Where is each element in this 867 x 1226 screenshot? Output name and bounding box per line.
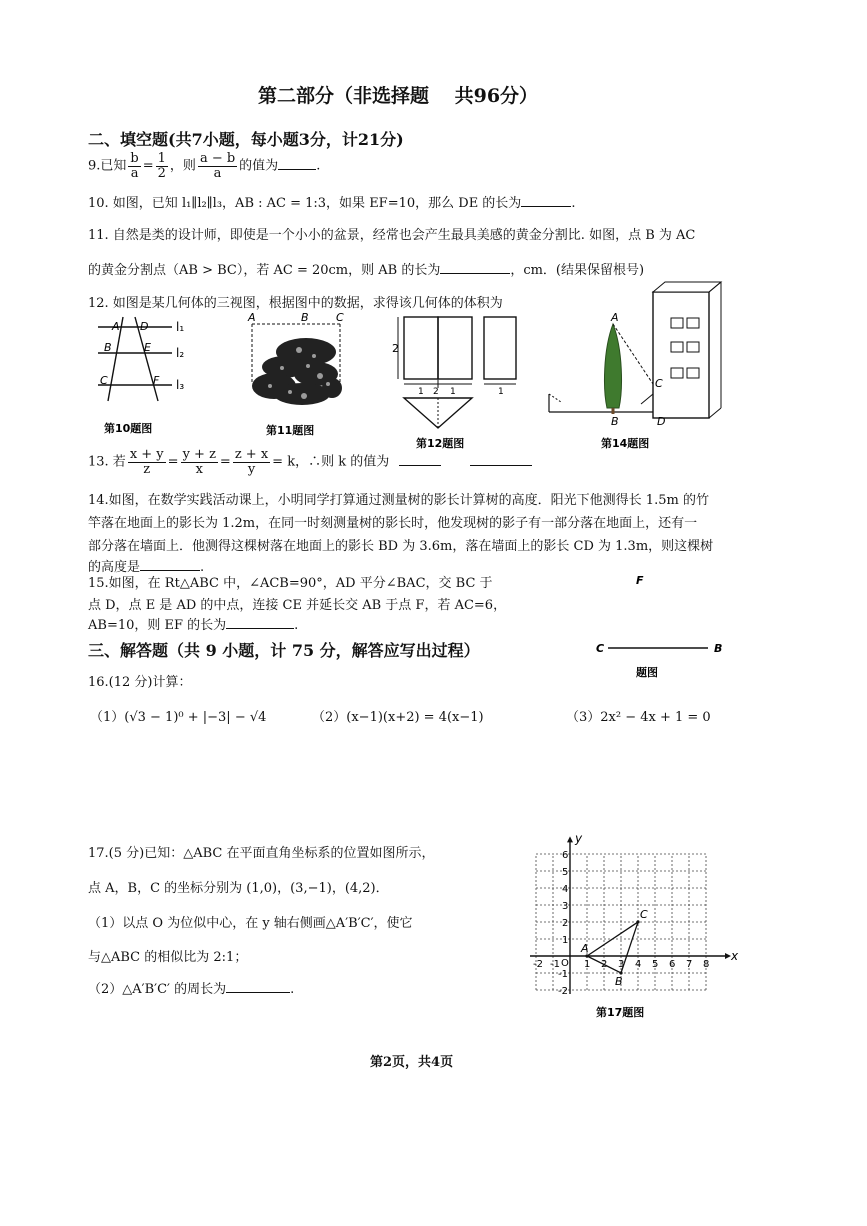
question-15-line1: 15.如图，在 Rt△ABC 中，∠ACB=90°，AD 平分∠BAC，交 BC 于: [88, 576, 493, 591]
x-tick-label: -1: [550, 959, 560, 970]
question-16-part2: （2）(x−1)(x+2) = 4(x−1): [312, 710, 484, 725]
question-10: 10. 如图，已知 l₁∥l₂∥l₃，AB : AC = 1:3，如果 EF=10，那么 DE 的长为 .: [88, 196, 576, 211]
caption-fig10: 第10题图: [104, 422, 153, 435]
question-14-line1: 14.如图，在数学实践活动课上，小明同学打算通过测量树的影长计算树的高度．阳光下他测得长 1.5m 的竹: [88, 493, 709, 508]
y-axis-arrow: [567, 836, 573, 842]
question-15-line2: 点 D，点 E 是 AD 的中点，连接 CE 并延长交 AB 于点 F，若 AC=6，: [88, 598, 507, 613]
x-tick-label: 4: [635, 959, 642, 970]
label-C: C: [100, 374, 108, 387]
figure-14: [545, 290, 725, 450]
x-axis-label: x: [731, 949, 739, 963]
figure-12: [388, 312, 528, 450]
question-16-lead: 16.(12 分)计算：: [88, 675, 192, 690]
y-tick-label: 3: [562, 901, 569, 912]
section2-header: 二、填空题(共7小题，每小题3分，计21分): [88, 130, 404, 149]
question-12: 12. 如图是某几何体的三视图，根据图中的数据，求得该几何体的体积为: [88, 296, 503, 311]
answer-blank-13b: [470, 453, 532, 466]
caption-fig11: 第11题图: [266, 424, 315, 437]
question-14-line4: 的高度是 .: [88, 560, 205, 575]
vertex-label-a: A: [581, 942, 589, 955]
question-17-line1: 17.(5 分)已知：△ABC 在平面直角坐标系的位置如图所示，: [88, 846, 435, 861]
label-A: A: [248, 311, 256, 324]
section3-header: 三、解答题（共 9 小题，计 75 分，解答应写出过程）: [88, 641, 480, 660]
label-l2: l₂: [176, 346, 185, 360]
label-l1: l₁: [176, 320, 185, 334]
y-tick-label: -2: [558, 986, 568, 997]
label-C: C: [336, 311, 344, 324]
dim-height: 2: [392, 342, 399, 355]
label-F: F: [636, 574, 644, 587]
triangle-abc-outline: [587, 922, 638, 973]
question-17-line2: 点 A，B，C 的坐标分别为 (1,0)，(3,−1)，(4,2)．: [88, 881, 389, 896]
y-tick-label: 4: [562, 884, 569, 895]
y-tick-label: 2: [562, 918, 569, 929]
part-title: 第二部分（非选择题 共96分）: [258, 85, 539, 107]
caption-fig17: 第17题图: [596, 1006, 645, 1019]
label-B: B: [301, 311, 309, 324]
caption-fig14: 第14题图: [601, 437, 650, 450]
question-11-line1: 11. 自然是类的设计师，即使是一个小小的盆景，经常也会产生最具美感的黄金分割比. 如图，点 B 为 AC: [88, 228, 696, 243]
label-E: E: [144, 341, 151, 354]
label-A: A: [611, 311, 619, 324]
x-tick-label: 6: [669, 959, 676, 970]
label-B: B: [611, 415, 619, 428]
question-17-line3: （1）以点 O 为位似中心，在 y 轴右侧画△A′B′C′，使它: [88, 916, 413, 931]
figure-17-coordinate-grid: [526, 822, 746, 1032]
answer-blank-9: [278, 157, 316, 170]
label-A: A: [112, 320, 120, 333]
answer-blank-17: [226, 980, 290, 993]
label-B: B: [714, 642, 723, 655]
x-tick-label: 8: [703, 959, 710, 970]
origin-label: O: [561, 958, 569, 969]
label-D: D: [657, 415, 666, 428]
label-D: D: [140, 320, 149, 333]
label-C: C: [655, 377, 663, 390]
answer-blank-10: [521, 194, 571, 207]
x-tick-label: 7: [686, 959, 693, 970]
question-17-line5: （2）△A′B′C′ 的周长为 .: [88, 982, 295, 997]
caption-fig15: 题图: [636, 666, 658, 679]
x-tick-label: 1: [584, 959, 591, 970]
label-l3: l₃: [176, 378, 185, 392]
question-17-line4: 与△ABC 的相似比为 2:1；: [88, 950, 248, 965]
x-tick-label: 2: [601, 959, 608, 970]
label-B: B: [104, 341, 112, 354]
tick-labels: [533, 831, 739, 997]
y-tick-label: -1: [558, 969, 568, 980]
question-16-part3: （3）2x² − 4x + 1 = 0: [566, 710, 711, 725]
label-C: C: [596, 642, 605, 655]
dim-left: 1: [418, 387, 424, 397]
y-axis-label: y: [575, 831, 583, 846]
answer-blank-13a: [399, 453, 441, 466]
label-F: F: [153, 374, 160, 387]
vertex-label-c: C: [640, 908, 648, 921]
question-15-line3: AB=10，则 EF 的长为 .: [88, 618, 299, 633]
x-tick-label: 5: [652, 959, 659, 970]
question-16-part1: （1）(√3 − 1)⁰ + |−3| − √4: [90, 710, 267, 725]
question-14-line3: 部分落在墙面上．他测得这棵树落在地面上的影长 BD 为 3.6m，落在墙面上的影长 CD 为 1.3m，则这棵树: [88, 539, 714, 554]
answer-blank-14: [140, 558, 200, 571]
dim-side: 1: [498, 387, 504, 397]
answer-blank-11: [440, 261, 510, 274]
dim-width: 2: [433, 387, 439, 397]
figure-11: [244, 311, 354, 437]
x-tick-label: -2: [533, 959, 543, 970]
caption-fig12: 第12题图: [416, 437, 465, 450]
question-9: 9.已知 $\frac{b}{a}$ = $\frac{1}{2}$ ，则 $\frac{a - b}{a}$ 的值为 .: [88, 151, 321, 181]
page-footer: 第2页，共4页: [370, 1055, 454, 1070]
x-tick-label: 3: [618, 959, 625, 970]
question-13: 13. 若 $\frac{x + y}{z}$ = $\frac{y + z}{x}$ = $\frac{z + x}{y}$ = k，∴则 k 的值为: [88, 448, 532, 476]
y-tick-label: 6: [562, 850, 569, 861]
question-14-line2: 竿落在地面上的影长为 1.2m，在同一时刻测量树的影长时，他发现树的影子有一部分落在地面上，还有一: [88, 516, 698, 531]
y-tick-label: 1: [562, 935, 569, 946]
question-11-line2: 的黄金分割点（AB > BC），若 AC = 20cm，则 AB 的长为 ，cm．(结果保留根号): [88, 263, 645, 278]
figure-15: [590, 570, 740, 680]
y-tick-label: 5: [562, 867, 569, 878]
figure-10: [90, 315, 200, 435]
answer-blank-15: [226, 616, 294, 629]
vertex-label-b: B: [615, 975, 623, 988]
dim-right: 1: [450, 387, 456, 397]
